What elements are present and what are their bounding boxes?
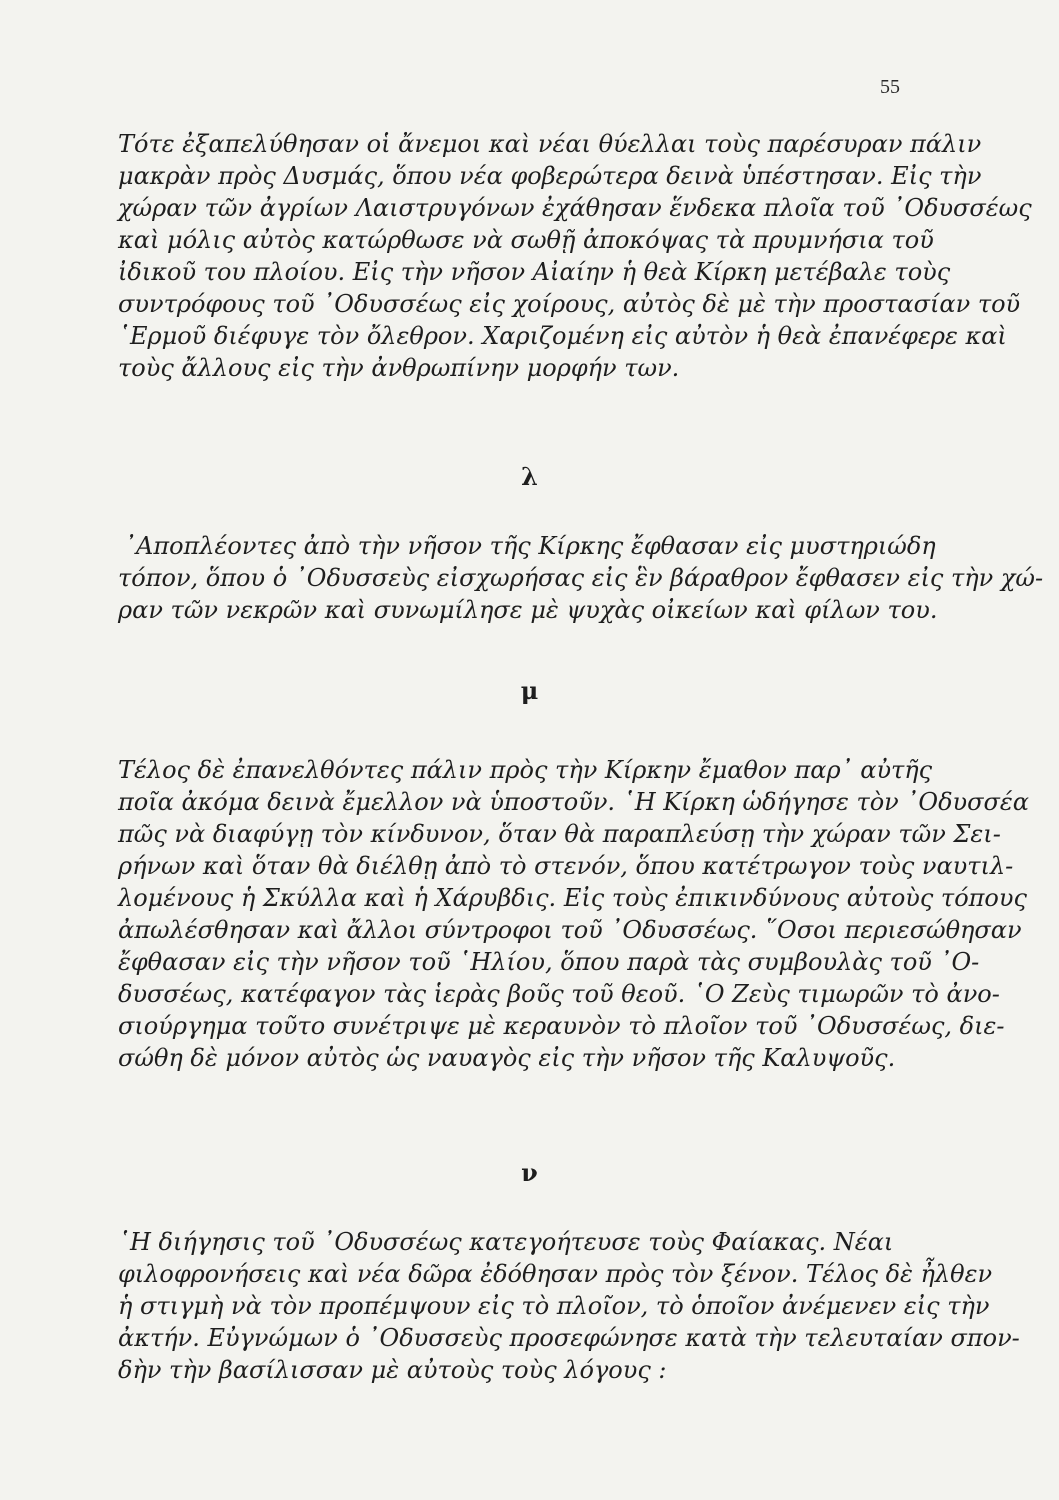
text-line: τοὺς ἄλλους εἰς τὴν ἀνθρωπίνην μορφήν των.: [118, 354, 680, 382]
text-line: ῾Η διήγησις τοῦ ᾿Οδυσσέως κατεγοήτευσε τοὺς Φαίακας. Νέαι: [118, 1228, 894, 1256]
text-line: χώραν τῶν ἀγρίων Λαιστρυγόνων ἐχάθησαν ἕνδεκα πλοῖα τοῦ ᾿Οδυσσέως: [118, 194, 1032, 222]
paragraph-nu: [118, 1226, 1020, 1386]
text-line: Τότε ἐξαπελύθησαν οἱ ἄνεμοι καὶ νέαι θύελλαι τοὺς παρέσυραν πάλιν: [118, 130, 982, 158]
text-line: μακρὰν πρὸς Δυσμάς, ὅπου νέα φοβερώτερα δεινὰ ὑπέστησαν. Εἰς τὴν: [118, 162, 982, 190]
text-line: καὶ μόλις αὐτὸς κατώρθωσε νὰ σωθῇ ἀποκόψας τὰ πρυμνήσια τοῦ: [118, 226, 934, 254]
text-line: ᾿Αποπλέοντες ἀπὸ τὴν νῆσον τῆς Κίρκης ἔφθασαν εἰς μυστηριώδη: [124, 532, 936, 560]
text-line: συντρόφους τοῦ ᾿Οδυσσέως εἰς χοίρους, αὐτὸς δὲ μὲ τὴν προστασίαν τοῦ: [118, 290, 1021, 318]
text-line: ποῖα ἀκόμα δεινὰ ἔμελλον νὰ ὑποστοῦν. ῾Η Κίρκη ὡδήγησε τὸν ᾿Οδυσσέα: [118, 788, 1029, 816]
text-line: ἀκτήν. Εὐγνώμων ὁ ᾿Οδυσσεὺς προσεφώνησε κατὰ τὴν τελευταίαν σπον-: [118, 1324, 1020, 1352]
page-number: 55: [880, 76, 900, 98]
text-line: τόπον, ὅπου ὁ ᾿Οδυσσεὺς εἰσχωρήσας εἰς ἓν βάραθρον ἔφθασεν εἰς τὴν χώ-: [118, 564, 1044, 592]
text-line: ἰδικοῦ του πλοίου. Εἰς τὴν νῆσον Αἰαίην ἡ θεὰ Κίρκη μετέβαλε τοὺς: [118, 258, 951, 286]
paragraph-intro: [118, 128, 1032, 384]
section-marker-lambda: λ: [521, 462, 538, 491]
text-line: δυσσέως, κατέφαγον τὰς ἱερὰς βοῦς τοῦ θεοῦ. ῾Ο Ζεὺς τιμωρῶν τὸ ἀνο-: [118, 980, 1000, 1008]
text-line: σιούργημα τοῦτο συνέτριψε μὲ κεραυνὸν τὸ πλοῖον τοῦ ᾿Οδυσσέως, διε-: [118, 1012, 1005, 1040]
text-line: λομένους ἡ Σκύλλα καὶ ἡ Χάρυβδις. Εἰς τοὺς ἐπικινδύνους αὐτοὺς τόπους: [118, 884, 1027, 912]
text-line: φιλοφρονήσεις καὶ νέα δῶρα ἐδόθησαν πρὸς τὸν ξένον. Τέλος δὲ ἦλθεν: [118, 1260, 993, 1288]
text-line: πῶς νὰ διαφύγῃ τὸν κίνδυνον, ὅταν θὰ παραπλεύσῃ τὴν χώραν τῶν Σει-: [118, 820, 1001, 848]
text-line: σώθη δὲ μόνον αὐτὸς ὡς ναυαγὸς εἰς τὴν νῆσον τῆς Καλυψοῦς.: [118, 1044, 896, 1072]
section-marker-nu: ν: [521, 1158, 538, 1187]
text-line: ἀπωλέσθησαν καὶ ἄλλοι σύντροφοι τοῦ ᾿Οδυσσέως. ῞Οσοι περιεσώθησαν: [118, 916, 1022, 944]
text-line: δὴν τὴν βασίλισσαν μὲ αὐτοὺς τοὺς λόγους :: [118, 1356, 667, 1384]
paragraph-lambda: [118, 530, 1044, 626]
paragraph-mu: [118, 754, 1029, 1074]
text-line: ρήνων καὶ ὅταν θὰ διέλθῃ ἀπὸ τὸ στενόν, ὅπου κατέτρωγον τοὺς ναυτιλ-: [118, 852, 1014, 880]
text-line: Τέλος δὲ ἐπανελθόντες πάλιν πρὸς τὴν Κίρκην ἔμαθον παρ᾿ αὐτῆς: [118, 756, 933, 784]
text-line: ραν τῶν νεκρῶν καὶ συνωμίλησε μὲ ψυχὰς οἰκείων καὶ φίλων του.: [118, 596, 938, 624]
text-line: ἔφθασαν εἰς τὴν νῆσον τοῦ ῾Ηλίου, ὅπου παρὰ τὰς συμβουλὰς τοῦ ᾿Ο-: [118, 948, 980, 976]
text-line: ῾Ερμοῦ διέφυγε τὸν ὄλεθρον. Χαριζομένη εἰς αὐτὸν ἡ θεὰ ἐπανέφερε καὶ: [118, 322, 1007, 350]
section-marker-mu: μ: [520, 676, 539, 705]
text-line: ἡ στιγμὴ νὰ τὸν προπέμψουν εἰς τὸ πλοῖον, τὸ ὁποῖον ἀνέμενεν εἰς τὴν: [118, 1292, 990, 1320]
